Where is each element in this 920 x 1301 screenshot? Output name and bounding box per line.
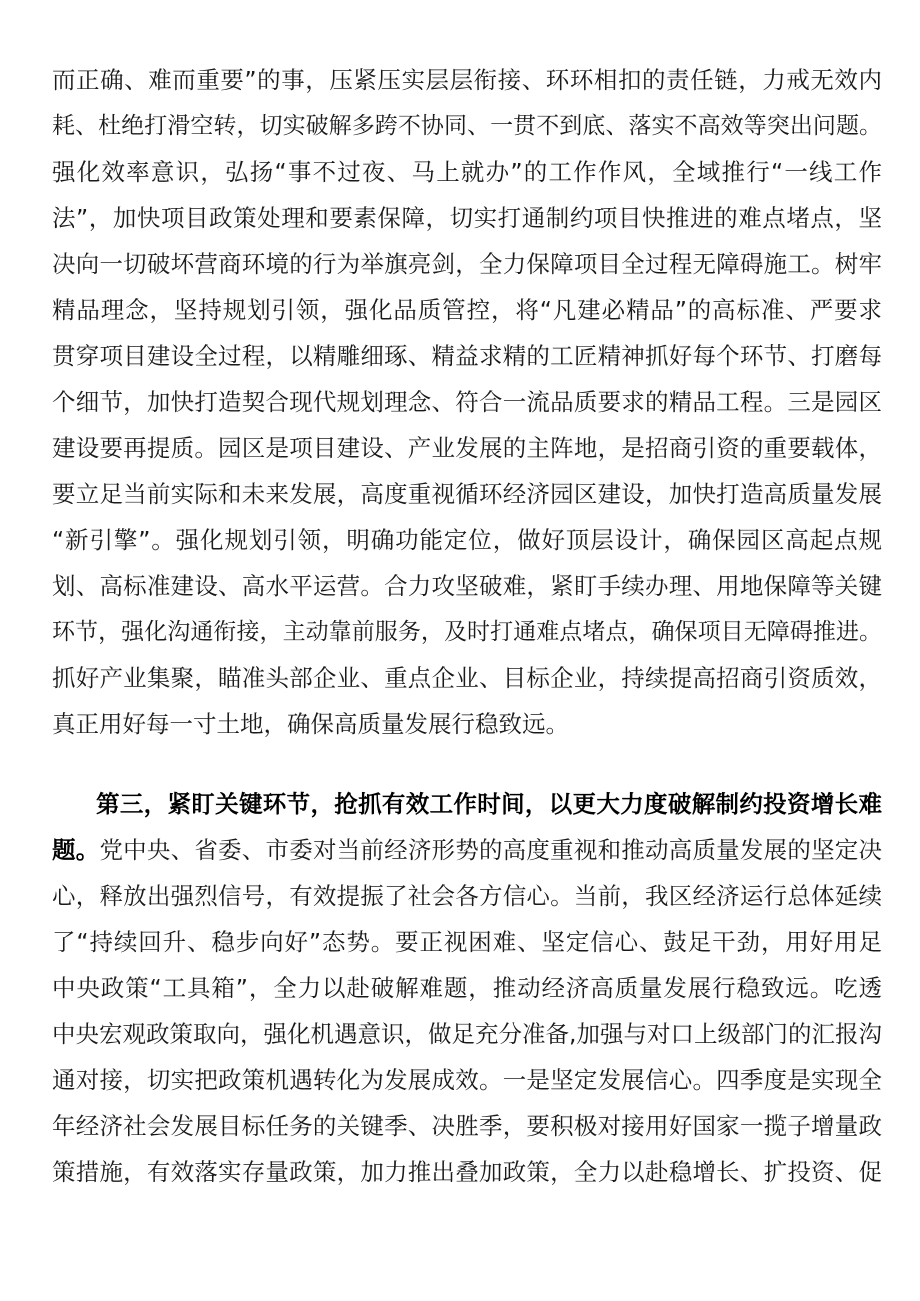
text-span: 党中央、省委、市委对当前经济形势的高度重视和推动高质量发展的坚定决 bbox=[99, 836, 883, 864]
text-line: 贯穿项目建设全过程，以精雕细琢、精益求精的工匠精神抓好每个环节、打磨每 bbox=[52, 342, 882, 370]
text-line: 中央宏观政策取向，强化机遇意识，做足充分准备,加强与对口上级部门的汇报沟 bbox=[52, 1020, 882, 1048]
section-heading-end: 题。 bbox=[52, 836, 100, 864]
text-line: 建设要再提质。园区是项目建设、产业发展的主阵地，是招商引资的重要载体， bbox=[52, 434, 882, 462]
text-line: 耗、杜绝打滑空转，切实破解多跨不协同、一贯不到底、落实不高效等突出问题。 bbox=[52, 113, 882, 139]
text-line: 策措施，有效落实存量政策，加力推出叠加政策，全力以赴稳增长、扩投资、促 bbox=[52, 1158, 882, 1186]
text-line bbox=[52, 830, 882, 870]
text-line: 划、高标准建设、高水平运营。合力攻坚破难，紧盯手续办理、用地保障等关键 bbox=[52, 572, 882, 600]
section-heading: 第三，紧盯关键环节，抢抓有效工作时间，以更大力度破解制约投资增长难 bbox=[96, 790, 882, 818]
text-line: 年经济社会发展目标任务的关键季、决胜季，要积极对接用好国家一揽子增量政 bbox=[52, 1112, 882, 1140]
text-line: 强化效率意识，弘扬“事不过夜、马上就办”的工作作风，全域推行“一线工作 bbox=[52, 158, 882, 186]
text-line: “新引擎”。强化规划引领，明确功能定位，做好顶层设计，确保园区高起点规 bbox=[52, 526, 882, 554]
text-line: 要立足当前实际和未来发展，高度重视循环经济园区建设，加快打造高质量发展 bbox=[52, 480, 882, 508]
text-line: 法”，加快项目政策处理和要素保障，切实打通制约项目快推进的难点堵点，坚 bbox=[52, 204, 882, 232]
text-line: 通对接，切实把政策机遇转化为发展成效。一是坚定发展信心。四季度是实现全 bbox=[52, 1066, 882, 1094]
text-line: 环节，强化沟通衔接，主动靠前服务，及时打通难点堵点，确保项目无障碍推进。 bbox=[52, 619, 882, 645]
text-line: 决向一切破坏营商环境的行为举旗亮剑，全力保障项目全过程无障碍施工。树牢 bbox=[52, 250, 882, 278]
text-line: 抓好产业集聚，瞄准头部企业、重点企业、目标企业，持续提高招商引资质效， bbox=[52, 664, 882, 692]
text-line: 真正用好每一寸土地，确保高质量发展行稳致远。 bbox=[52, 710, 569, 738]
text-line: 而正确、难而重要”的事，压紧压实层层衔接、环环相扣的责任链，力戒无效内 bbox=[52, 66, 882, 94]
text-line: 个细节，加快打造契合现代规划理念、符合一流品质要求的精品工程。三是园区 bbox=[52, 388, 882, 416]
text-line: 精品理念，坚持规划引领，强化品质管控，将“凡建必精品”的高标准、严要求 bbox=[52, 296, 882, 324]
text-line: 心，释放出强烈信号，有效提振了社会各方信心。当前，我区经济运行总体延续 bbox=[52, 882, 882, 910]
text-line: 中央政策“工具箱”，全力以赴破解难题，推动经济高质量发展行稳致远。吃透 bbox=[52, 974, 882, 1002]
text-line: 了“持续回升、稳步向好”态势。要正视困难、坚定信心、鼓足干劲，用好用足 bbox=[52, 928, 882, 956]
